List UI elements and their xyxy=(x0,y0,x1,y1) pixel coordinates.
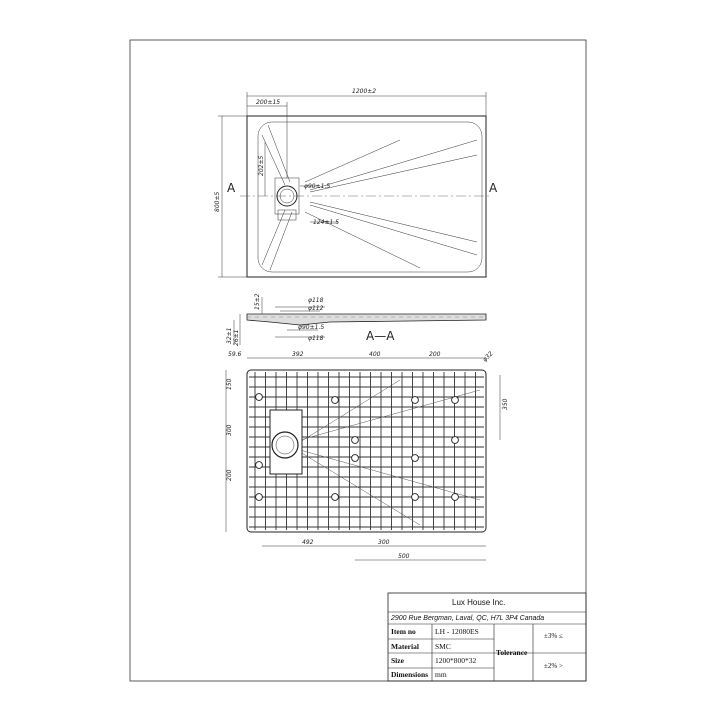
dim-bottom-top-4: 200 xyxy=(429,351,441,358)
material-value: SMC xyxy=(435,642,451,651)
dim-drain-horizontal: 124±1.5 xyxy=(313,219,340,226)
dim-drain-diameter: φ90±1.5 xyxy=(304,183,331,190)
company-address: 2900 Rue Bergman, Laval, QC, H7L 3P4 Canada xyxy=(391,615,545,622)
section-mark-left: A xyxy=(227,181,236,195)
dim-bottom-top-2: 392 xyxy=(292,351,304,358)
dim-bottom-1: 492 xyxy=(302,539,314,546)
size-value: 1200*800*32 xyxy=(435,656,477,665)
dim-bottom-top-3: 400 xyxy=(369,351,381,358)
dim-section-d112: φ112 xyxy=(308,305,324,312)
dim-bottom-top-5: φ32 xyxy=(481,350,495,364)
section-view xyxy=(226,293,486,346)
dim-bottom-3: 500 xyxy=(398,553,410,560)
section-label: A—A xyxy=(366,329,395,343)
drain xyxy=(275,178,299,220)
dim-section-d118-top: φ118 xyxy=(308,297,324,304)
tolerance-row-1: ±3% ≤ xyxy=(544,632,563,640)
company-name: Lux House Inc. xyxy=(452,598,506,607)
bottom-view xyxy=(226,350,509,560)
section-mark-right: A xyxy=(489,181,498,195)
section-profile xyxy=(247,314,486,325)
dim-section-height: 32±1 xyxy=(226,327,233,344)
dim-bottom-right: 350 xyxy=(502,398,509,410)
dim-bottom-left-1: 150 xyxy=(226,378,233,390)
dim-section-height-2: 26±1 xyxy=(233,329,240,346)
dim-drain-vertical: 202±5 xyxy=(258,155,265,176)
dimensions-label: Dimensions xyxy=(391,670,429,679)
dim-overall-width: 1200±2 xyxy=(352,88,377,95)
tolerance-row-2: ±2% > xyxy=(544,662,563,670)
tray-inner-rim xyxy=(258,122,482,272)
dim-bottom-left-3: 200 xyxy=(226,469,233,481)
dim-section-rim: 15±2 xyxy=(254,293,261,310)
dim-bottom-top-1: 59.6 xyxy=(228,351,242,358)
sheet-border xyxy=(130,40,586,681)
item-no-label: Item no xyxy=(391,627,416,636)
title-block xyxy=(388,593,586,681)
slope-lines xyxy=(262,125,477,270)
tray-outline xyxy=(247,116,486,277)
dim-bottom-2: 300 xyxy=(378,539,390,546)
tolerance-label: Tolerance xyxy=(496,648,528,657)
dim-section-d118-bottom: φ118 xyxy=(308,335,324,342)
item-no-value: LH - 12080ES xyxy=(435,627,479,636)
size-label: Size xyxy=(391,656,404,665)
dim-overall-height: 800±5 xyxy=(214,191,221,212)
dim-bottom-left-2: 300 xyxy=(226,424,233,436)
top-view xyxy=(214,88,498,277)
dim-section-d90: φ90±1.5 xyxy=(298,324,325,331)
dimensions-value: mm xyxy=(435,670,447,679)
material-label: Material xyxy=(391,642,419,651)
dim-drain-offset: 200±15 xyxy=(256,99,281,106)
